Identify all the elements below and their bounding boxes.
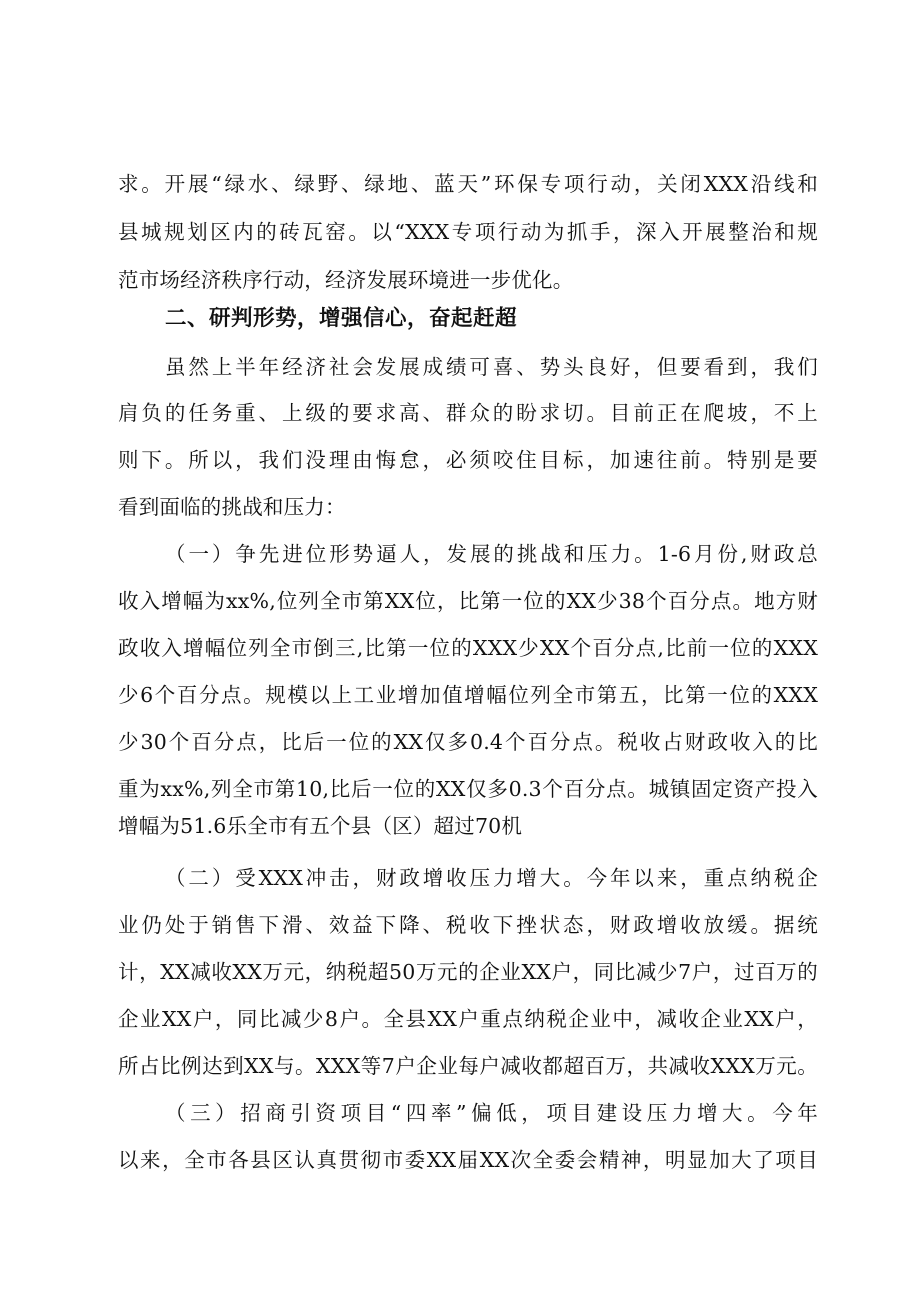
- paragraph-line: 少6个百分点。规模以上工业增加值增幅位列全市第五，比第一位的XXX: [118, 683, 818, 707]
- paragraph-line: 所占比例达到XX与。XXX等7户企业每户减收都超百万，共减收XXX万元。: [118, 1054, 818, 1078]
- paragraph-line: 少30个百分点，比后一位的XX仅多0.4个百分点。税收占财政收入的比: [118, 730, 818, 754]
- paragraph-line: 虽然上半年经济社会发展成绩可喜、势头良好，但要看到，我们: [165, 355, 818, 379]
- paragraph-line: 业仍处于销售下滑、效益下降、税收下挫状态，财政增收放缓。据统: [118, 913, 818, 937]
- paragraph-line: 收入增幅为xx%,位列全市第XX位，比第一位的XX少38个百分点。地方财: [118, 589, 818, 613]
- paragraph-line: 求。开展“绿水、绿野、绿地、蓝天”环保专项行动，关闭XXX沿线和: [118, 172, 818, 196]
- paragraph-line: 计，XX减收XX万元，纳税超50万元的企业XX户，同比减少7户，过百万的: [118, 960, 818, 984]
- paragraph-line: 增幅为51.6乐全市有五个县（区）超过70机: [118, 814, 523, 838]
- paragraph-line: 则下。所以，我们没理由悔怠，必须咬住目标，加速往前。特别是要: [118, 448, 818, 472]
- paragraph-line: 企业XX户，同比减少8户。全县XX户重点纳税企业中，减收企业XX户，: [118, 1007, 818, 1031]
- paragraph-line: 政收入增幅位列全市倒三,比第一位的XXX少XX个百分点,比前一位的XXX: [118, 636, 818, 660]
- paragraph-line: 以来，全市各县区认真贯彻市委XX届XX次全委会精神，明显加大了项目: [118, 1148, 818, 1172]
- paragraph-line: （三）招商引资项目“四率”偏低，项目建设压力增大。今年: [165, 1101, 818, 1125]
- paragraph-line: 县城规划区内的砖瓦窑。以“XXX专项行动为抓手，深入开展整治和规: [118, 220, 818, 244]
- section-heading: 二、研判形势，增强信心，奋起赶超: [165, 306, 518, 331]
- paragraph-line: （二）受XXX冲击，财政增收压力增大。今年以来，重点纳税企: [165, 866, 818, 890]
- paragraph-line: 重为xx%,列全市第10,比后一位的XX仅多0.3个百分点。城镇固定资产投入: [118, 777, 818, 801]
- paragraph-line: 肩负的任务重、上级的要求高、群众的盼求切。目前正在爬坡，不上: [118, 401, 818, 425]
- paragraph-line: 看到面临的挑战和压力：: [118, 495, 346, 519]
- paragraph-line: （一）争先进位形势逼人，发展的挑战和压力。1-6月份,财政总: [165, 542, 818, 566]
- paragraph-line: 范市场经济秩序行动，经济发展环境进一步优化。: [118, 268, 574, 292]
